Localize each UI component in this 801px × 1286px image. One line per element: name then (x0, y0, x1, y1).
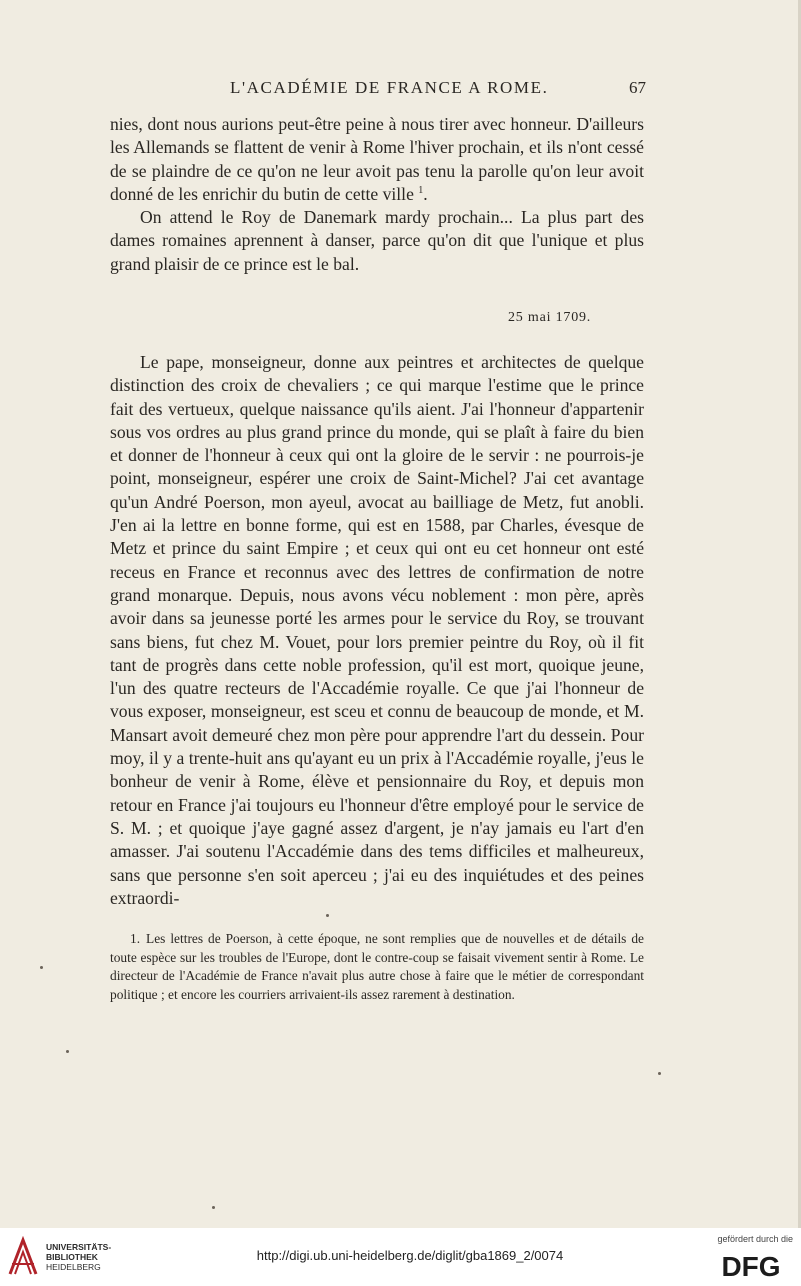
permalink[interactable]: http://digi.ub.uni-heidelberg.de/diglit/gba1869_2/0074 (256, 1248, 564, 1263)
paper-speck (40, 966, 43, 969)
footnote-text: Les lettres de Poerson, à cette époque, ne sont remplies que de nouvelles et de détails de toute espèce sur les troubles de l'Europe, dont le contre-coup se faisait vivement sentir à Rome. Le directeur de l'Académie de France n'avait plus autre chose à faire que le métier de correspondant politique ; et encore les courriers arrivaient-ils assez rarement à destination. (110, 931, 644, 1002)
running-head (110, 78, 650, 102)
paragraph: nies, dont nous aurions peut-être peine à nous tirer avec honneur. D'ailleurs les Allemands se flattent de venir à Rome l'hiver prochain, et ils n'ont cessé de se plaindre de ce qu'on ne leur avoit pas tenu la parolle qu'on leur avoit donné de les enrichir du butin de cette ville $^1$. (110, 114, 644, 204)
page-number: 67 (629, 78, 646, 97)
library-name[interactable]: UNIVERSITÄTS- BIBLIOTHEK HEIDELBERG (46, 1242, 112, 1272)
footnote (110, 930, 644, 1004)
footnote-marker: 1. (130, 931, 141, 946)
paper-speck (66, 1050, 69, 1053)
letter-date: 25 mai 1709. (508, 310, 592, 325)
paper-speck (326, 914, 329, 917)
paper-speck (212, 1206, 215, 1209)
university-seal-icon[interactable] (6, 1236, 40, 1278)
paragraph: On attend le Roy de Danemark mardy prochain... La plus part des dames romaines aprennent à danser, parce qu'on dit que l'unique et plus grand plaisir de ce prince est le bal. (110, 207, 644, 274)
running-title: L'ACADÉMIE DE FRANCE A ROME. (230, 78, 549, 97)
text-block-continuation (110, 113, 644, 276)
dfg-logo-icon[interactable] (711, 1250, 791, 1280)
footer-bar (0, 1228, 801, 1286)
paragraph: Le pape, monseigneur, donne aux peintres et architectes de quelque distinction des croix de chevaliers ; ce qui marque l'estime que le prince fait des vertueux, quelque naissance qu'ils aient. J'ai l'honneur d'appartenir sous vos ordres au plus grand prince du monde, qui se plaît à faire du bien et donner de l'honneur à ceux qui ont la gloire de le servir : ne pourrois-je point, monseigneur, espérer une croix de Saint-Michel? J'ai cet avantage qu'un André Poerson, mon ayeul, avocat au bailliage de Metz, fut anobli. J'en ai la lettre en bonne forme, qui est en 1588, par Charles, évesque de Metz et prince du saint Empire ; et ceux qui ont eu cet honneur ont esté receus en France et reconnus avec des lettres de confirmation de notre grand monarque. Depuis, nous avons vécu noblement : mon père, après avoir dans sa jeunesse porté les armes pour le service du Roy, se trouvant sans biens, fut chez M. Vouet, pour lors premier peintre du Roy, où il fit tant de progrès dans cette noble profession, qu'il est mort, quoique jeune, l'un des quatre recteurs de l'Accadémie royalle. Ce que j'ai l'honneur de vous exposer, monseigneur, est sceu et connu de beaucoup de monde, et M. Mansart avoit demeuré chez mon père pour apprendre l'art du dessein. Pour moy, il y a trente-huit ans qu'ayant eu un prix à l'Accadémie royalle, j'eus le bonheur de venir à Rome, élève et pensionnaire du Roy, et depuis mon retour en France j'ai toujours eu l'honneur d'être employé pour le service de S. M. ; et quoique j'aye gagné assez d'argent, je n'ay jamais eu l'art d'en amasser. J'ai soutenu l'Accadémie dans des tems difficiles et malheureux, sans que personne s'en soit aperceu ; j'ai eu des inquiétudes et des peines extraordi- (110, 352, 644, 908)
footnote-reference[interactable]: 1 (418, 185, 424, 197)
funded-by-label: gefördert durch die (717, 1234, 793, 1244)
dfg-logo-text: DFG (721, 1251, 781, 1280)
text-block-letter (110, 351, 644, 910)
paper-speck (658, 1072, 661, 1075)
